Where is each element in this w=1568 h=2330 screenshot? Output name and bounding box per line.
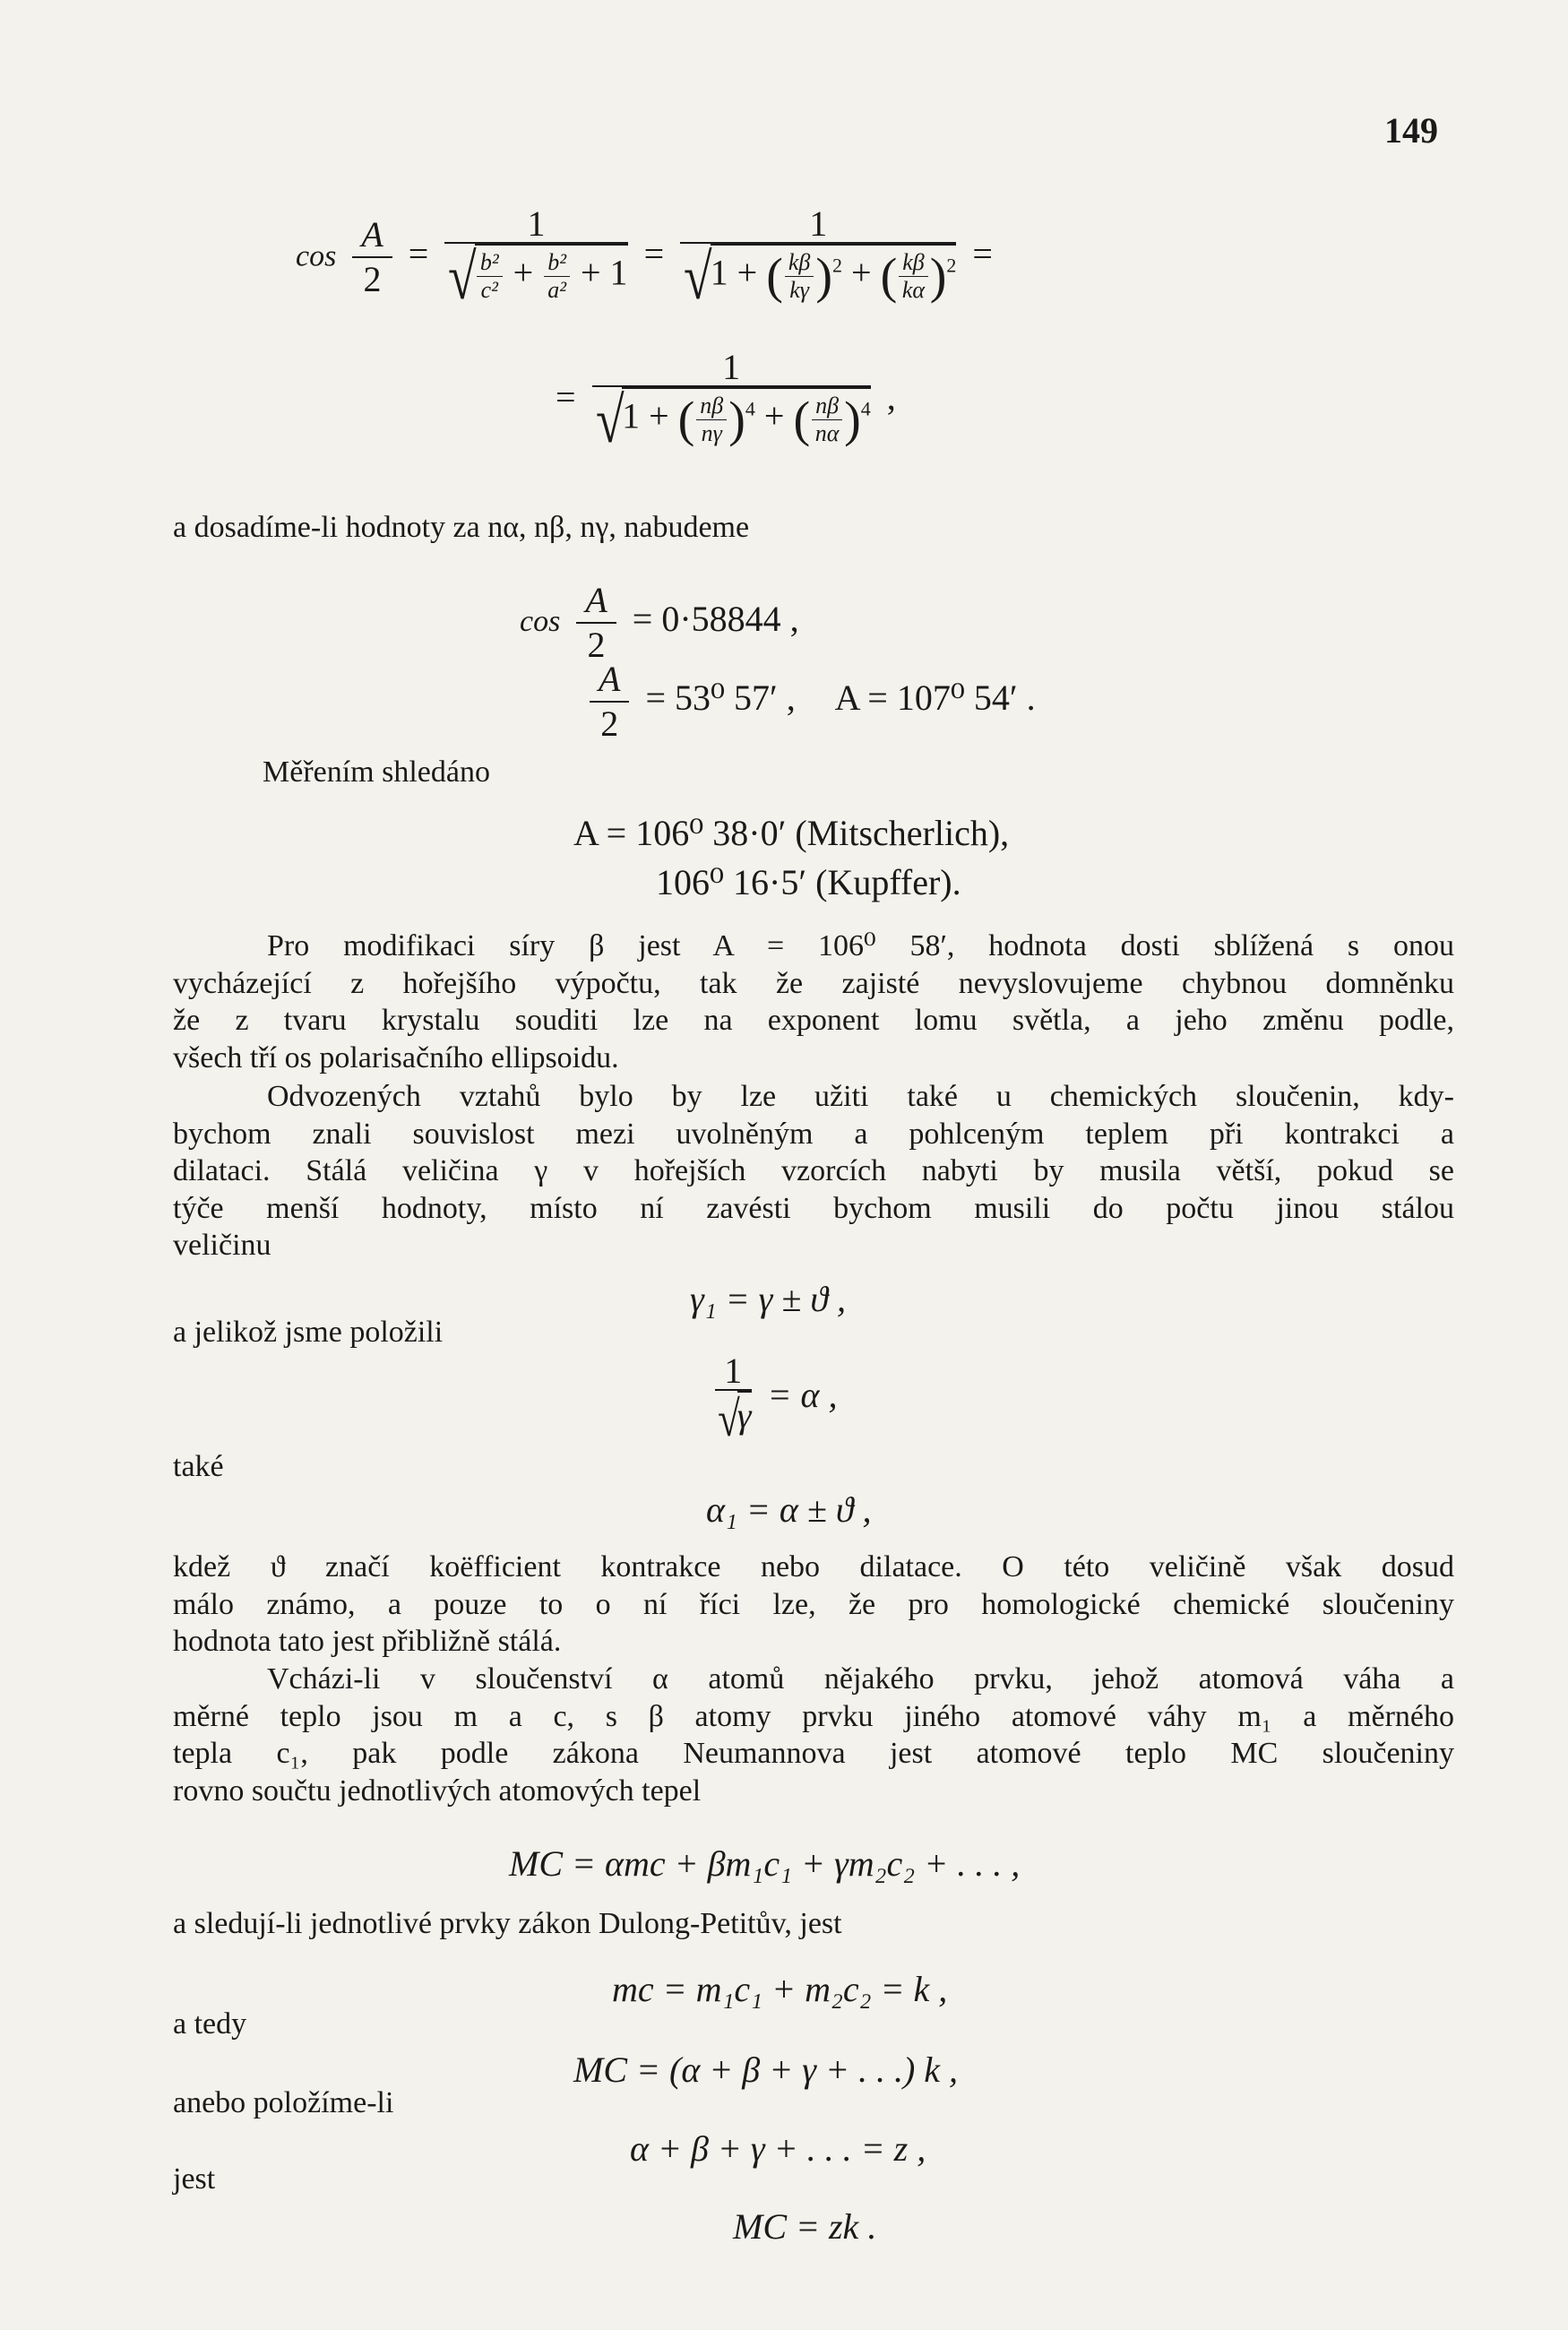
line-take: také bbox=[173, 1450, 224, 1483]
radical-sign: √ bbox=[448, 240, 477, 313]
equation-mc-sum: MC = αmc + βm₁c₁ + γm₂c₂ + . . . , bbox=[509, 1843, 1021, 1884]
equation-cos-value: cos $\frac{A}{2}$ = 0·58844 , bbox=[520, 580, 799, 665]
paragraph-vchazili: Vcházi-li v sloučenství α atomů nějakého prvku, jehož atomová váha a měrné teplo jsou m a c, s β atomy prvku jiného atomové váhy m₁ a měrného tepla c₁, pak podle zákona Neumannova jest atomové teplo MC sloučeniny rovno součtu jednotlivých atomových tepel bbox=[173, 1662, 1454, 1808]
equation-kupffer: 106⁰ 16·5′ (Kupffer). bbox=[656, 862, 961, 902]
cos-label: cos bbox=[296, 239, 337, 273]
line-sleduji: a sledují-li jednotlivé prvky zákon Dulong-Petitův, jest bbox=[173, 1907, 842, 1940]
equation-angle-value: $\frac{A}{2}$ = 53⁰ 57′ , A = 107⁰ 54′ . bbox=[582, 661, 1036, 742]
line-jest: jest bbox=[173, 2162, 216, 2196]
fraction-A-over-2: $\frac{A}{2}$ bbox=[352, 217, 392, 298]
paragraph-modifikace: Pro modifikaci síry β jest A = 106⁰ 58′, hodnota dosti sblížená s onou vycházející z hořejšího výpočtu, tak že zajisté nevyslovujeme chybnou domněnku že z tvaru krystalu souditi lze na exponent lomu světla, a jeho změnu podle, všech tří os polarisačního ellipsoidu. bbox=[173, 929, 1454, 1074]
paragraph-odvozenych: Odvozených vztahů bylo by lze užiti také u chemických sloučenin, kdy- bychom znali souvislost mezi uvolněným a pohlceným teplem při kontrakci a dilataci. Stálá veličina γ v hořejších vzorcích nabyti by musila větší, pokud se týče menší hodnoty, místo ní zavésti bychom musili do počtu jinou stálou veličinu bbox=[173, 1080, 1454, 1262]
line-dosadime: a dosadíme-li hodnoty za nα, nβ, nγ, nabudeme bbox=[173, 511, 750, 544]
fraction-sqrt-b-c-a: 1 √ $\frac{\text{b²}}{\text{c²}}$ + $\frac{\text{b²}}{\text{a²}}$ + 1 bbox=[444, 206, 627, 309]
equation-MC-k: MC = (α + β + γ + . . .) k , bbox=[573, 2050, 959, 2090]
line-anebo: anebo položíme-li bbox=[173, 2086, 394, 2119]
page-number: 149 bbox=[1384, 110, 1438, 151]
fraction-sqrt-k-ratios: 1 √1 + ( $\frac{k\beta}{k\gamma}$ )$^2$ + ( $\frac{k\beta}{k\alpha}$ )$^2$ bbox=[680, 206, 956, 309]
equation-cos-half-angle: cos $\frac{A}{2}$ = 1 √ $\frac{\text{b²}}{\text{c²}}$ + $\frac{\text{b²}}{\text{a²}}$ + 1 = 1 √1 + ( $\frac{k\beta}{k\gamma}$ )$^2$ + ( $\frac{k\beta}{k\alpha}$ )$^2$ = bbox=[296, 203, 993, 313]
equation-mc-k: mc = m₁c₁ + m₂c₂ = k , bbox=[612, 1969, 948, 2009]
line-merenim: Měřením shledáno bbox=[263, 755, 490, 789]
equation-sum-z: α + β + γ + . . . = z , bbox=[630, 2128, 926, 2169]
equation-gamma1: γ₁ = γ ± ϑ , bbox=[690, 1279, 847, 1319]
line-jelikoz: a jelikož jsme položili bbox=[173, 1316, 444, 1349]
equation-alpha: $\frac{1}{√\gamma}$ = α , bbox=[708, 1353, 838, 1445]
equation-n-ratios: = 1 √1 + ( $\frac{n\beta}{n\gamma}$ )$^4$ + ( $\frac{n\beta}{n\alpha}$ )$^4$ , bbox=[556, 347, 896, 456]
line-atedy: a tedy bbox=[173, 2007, 247, 2041]
equation-alpha1: α₁ = α ± ϑ , bbox=[706, 1489, 872, 1530]
paragraph-kdez: kdež ϑ značí koëfficient kontrakce nebo dilatace. O této veličině však dosud málo známo, a pouze to o ní říci lze, že pro homologické chemické sloučeniny hodnota tato jest přibližně stálá. bbox=[173, 1550, 1454, 1658]
equation-MC-zk: MC = zk . bbox=[733, 2206, 877, 2247]
equation-mitscherlich: A = 106⁰ 38·0′ (Mitscherlich), bbox=[573, 813, 1010, 853]
